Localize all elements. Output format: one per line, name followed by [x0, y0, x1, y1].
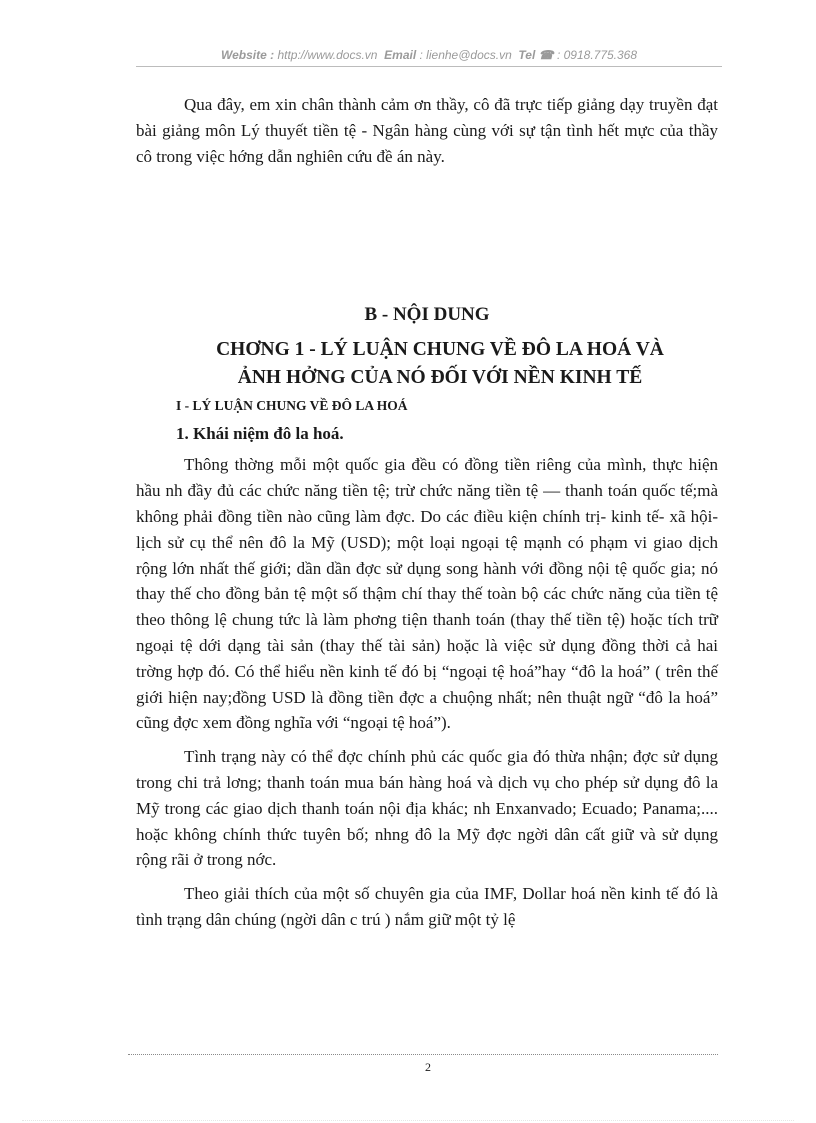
- body-paragraph-1: Thông thờng mỗi một quốc gia đều có đồng tiền riêng của mình, thực hiện hầu nh đầy đủ các chức năng tiền tệ; trừ chức năng tiền tệ — thanh toán quốc tế;mà không phải đồng tiền nào cũng làm đợc. Do các điều kiện chính trị- kinh tế- xã hội- lịch sử cụ thể nên đô la Mỹ (USD); một loại ngoại tệ mạnh có phạm vi giao dịch rộng lớn nhất thế giới; dần dần đợc sử dụng song hành với đồng nội tệ quốc gia; nó thay thế cho đồng bản tệ một số thậm chí thay thế toàn bộ các chức năng của tiền tệ theo thông lệ chung tức là làm phơng tiện thanh toán (thay thế tiền tệ) hoặc tích trữ ngoại tệ dới dạng tài sản (thay thế tài sản) hoặc là việc sử dụng đồng thời cả hai trờng hợp đó. Có thể hiểu nền kinh tế đó bị “ngoại tệ hoá”hay “đô la hoá” ( trên thế giới hiện nay;đồng USD là đồng tiền đợc a chuộng nhất; nên thuật ngữ “đô la hoá” cũng đợc xem đồng nghĩa với “ngoại tệ hoá”).: [136, 455, 718, 733]
- body-paragraph-3: Theo giải thích của một số chuyên gia của IMF, Dollar hoá nền kinh tế đó là tình trạng dân chúng (ngời dân c trú ) nắm giữ một tỷ lệ: [136, 884, 718, 929]
- subheading-numbered: 1. Khái niệm đô la hoá.: [176, 424, 344, 444]
- section-title: B - NỘI DUNG: [364, 304, 490, 326]
- subheading-roman: I - LÝ LUẬN CHUNG VỀ ĐÔ LA HOÁ: [176, 398, 408, 414]
- header-divider: [136, 66, 722, 67]
- intro-paragraph: Qua đây, em xin chân thành cảm ơn thầy, cô đã trực tiếp giảng dạy truyền đạt bài giảng môn Lý thuyết tiền tệ - Ngân hàng cùng với sự tận tình hết mực của thầy cô trong việc hớng dẫn nghiên cứu đề án này.: [136, 95, 718, 166]
- tel-number: : 0918.775.368: [556, 48, 638, 62]
- website-url[interactable]: http://www.docs.vn: [277, 48, 378, 62]
- email-address[interactable]: : lienhe@docs.vn: [419, 48, 512, 62]
- website-label: Website :: [220, 48, 275, 62]
- tel-label: Tel ☎: [518, 48, 554, 62]
- spacer: [136, 169, 718, 304]
- page-bottom-border: [22, 1120, 794, 1121]
- chapter-title-line-2: ẢNH HỞNG CỦA NÓ ĐỐI VỚI NỀN KINH TẾ: [237, 367, 643, 389]
- chapter-title-line-1: CHƠNG 1 - LÝ LUẬN CHUNG VỀ ĐÔ LA HOÁ VÀ: [216, 339, 664, 361]
- page-header: [136, 48, 722, 62]
- page-body: [136, 92, 718, 933]
- email-label: Email: [384, 48, 417, 62]
- body-paragraph-2: Tình trạng này có thể đợc chính phủ các quốc gia đó thừa nhận; đợc sử dụng trong chi trả lơng; thanh toán mua bán hàng hoá và dịch vụ cho phép sử dụng đô la Mỹ trong các giao dịch thanh toán nội địa khác; nh Enxanvado; Ecuado; Panama;.... hoặc không chính thức tuyên bố; nhng đô la Mỹ đợc ngời dân cất giữ và sử dụng rộng rãi ở trong nớc.: [136, 747, 718, 870]
- footer-divider: [128, 1054, 718, 1055]
- page-number: 2: [425, 1060, 431, 1074]
